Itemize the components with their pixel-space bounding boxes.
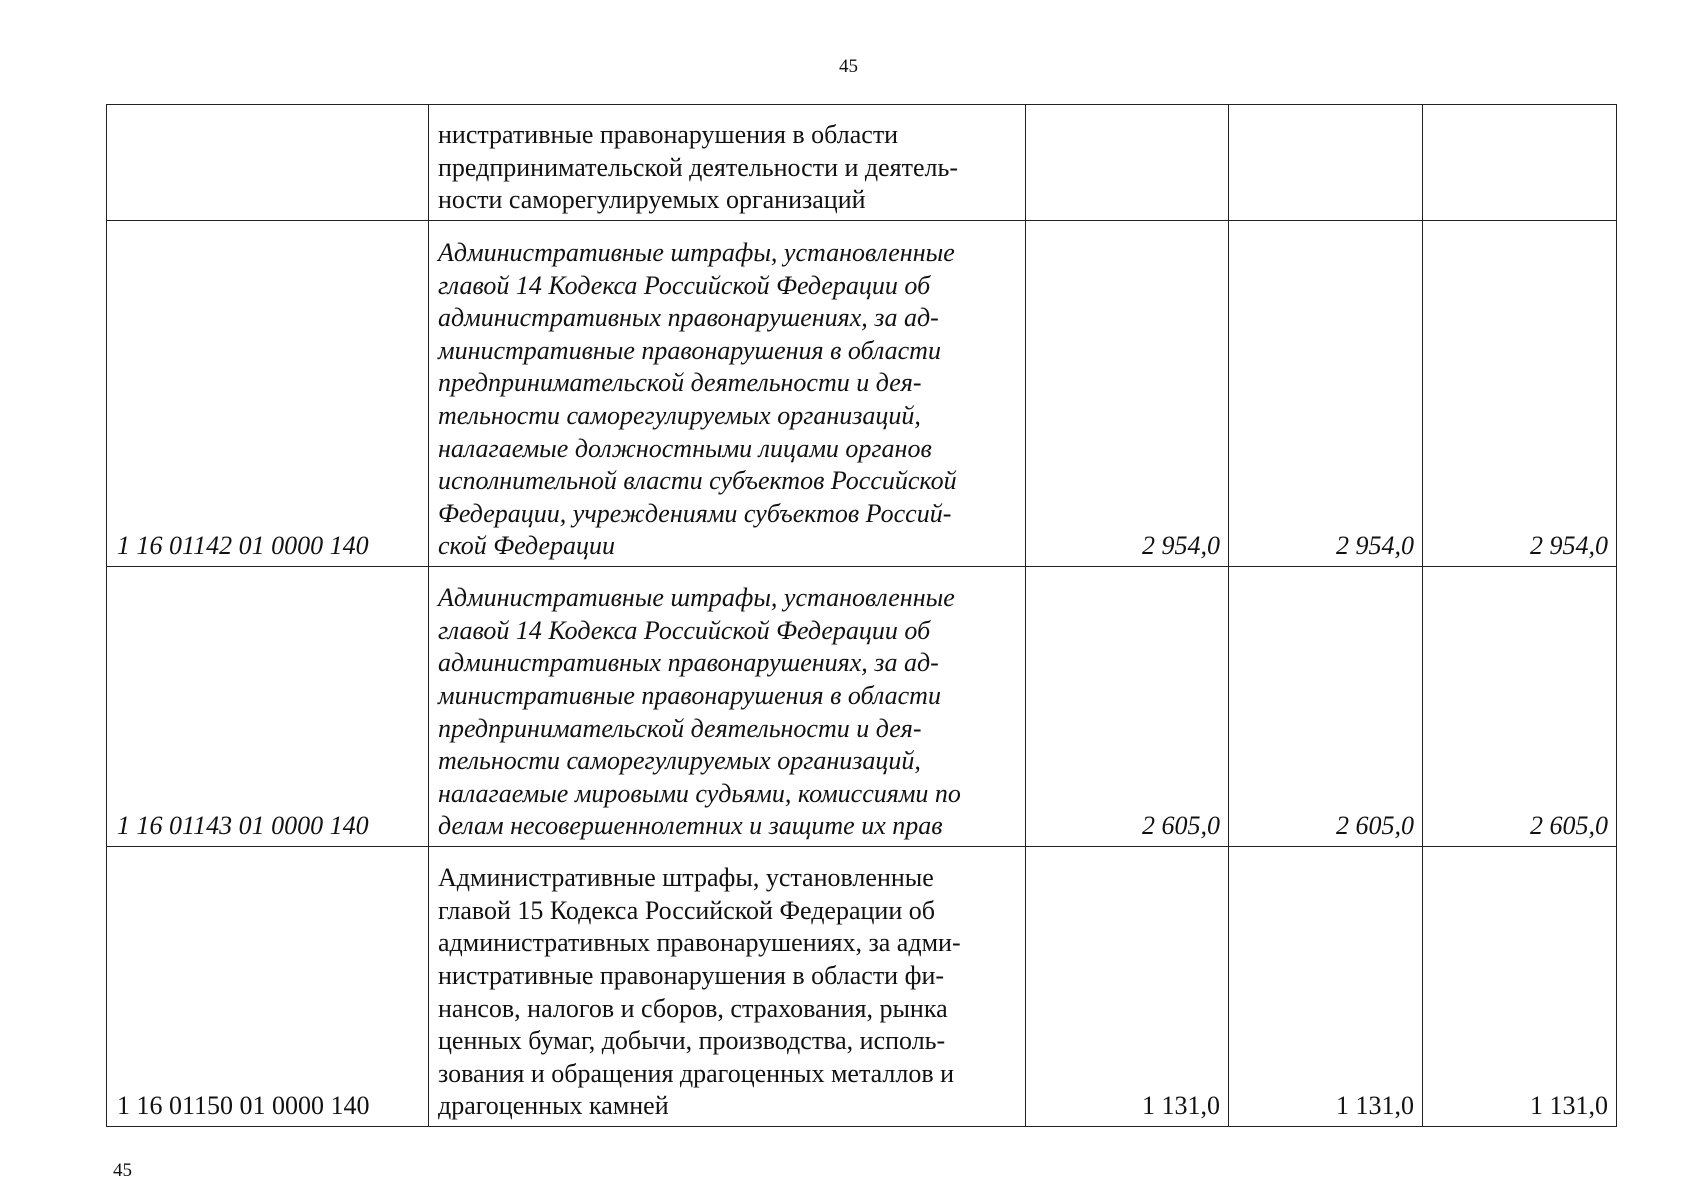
amount-cell-2 — [1229, 105, 1423, 221]
description-line: административных правонарушениях, за адми- — [438, 928, 961, 958]
description-line: налагаемые мировыми судьями, комиссиями по — [438, 778, 961, 808]
description-line: министративные правонарушения в области — [438, 335, 941, 365]
revenue-table-body — [107, 105, 1617, 1127]
table-row — [107, 567, 1617, 847]
amount-cell-3: 2 954,0 — [1423, 221, 1617, 567]
description-line: налагаемые должностными лицами органов — [438, 433, 932, 463]
amount-cell-2: 1 131,0 — [1229, 847, 1423, 1127]
description-line: нистративные правонарушения в области — [438, 120, 899, 150]
description-line: Административные штрафы, установленные — [438, 863, 934, 893]
description-line: главой 15 Кодекса Российской Федерации об — [438, 895, 935, 925]
budget-code-cell: 1 16 01143 01 0000 140 — [107, 567, 429, 847]
page-number-bottom: 45 — [113, 1160, 132, 1181]
description-line: предпринимательской деятельности и дея- — [438, 713, 922, 743]
description-cell — [429, 567, 1026, 847]
description-line: тельности саморегулируемых организаций, — [438, 746, 921, 776]
description-line: Федерации, учреждениями субъектов Россий- — [438, 498, 952, 528]
amount-cell-2: 2 605,0 — [1229, 567, 1423, 847]
description-line: нистративные правонарушения в области фи- — [438, 961, 945, 991]
description-line: министративные правонарушения в области — [438, 681, 941, 711]
description-cell — [429, 105, 1026, 221]
description-line: Административные штрафы, установленные — [438, 238, 955, 268]
revenue-table — [106, 104, 1617, 1127]
amount-cell-1: 1 131,0 — [1026, 847, 1229, 1127]
budget-code-cell: 1 16 01142 01 0000 140 — [107, 221, 429, 567]
table-row — [107, 847, 1617, 1127]
description-line: предпринимательской деятельности и дея- — [438, 368, 922, 398]
budget-code-cell: 1 16 01150 01 0000 140 — [107, 847, 429, 1127]
description-line: зования и обращения драгоценных металлов и — [438, 1058, 955, 1088]
amount-cell-3: 2 605,0 — [1423, 567, 1617, 847]
amount-cell-1: 2 954,0 — [1026, 221, 1229, 567]
amount-cell-3: 1 131,0 — [1423, 847, 1617, 1127]
description-line: нансов, налогов и сборов, страхования, рынка — [438, 993, 948, 1023]
description-line: главой 14 Кодекса Российской Федерации об — [438, 615, 931, 645]
page-number-top: 45 — [839, 56, 858, 77]
table-row — [107, 105, 1617, 221]
description-line: драгоценных камней — [438, 1091, 669, 1121]
description-cell — [429, 847, 1026, 1127]
amount-cell-1 — [1026, 105, 1229, 221]
description-line: исполнительной власти субъектов Российской — [438, 466, 957, 496]
table-row — [107, 221, 1617, 567]
description-line: тельности саморегулируемых организаций, — [438, 401, 921, 431]
description-line: административных правонарушениях, за ад- — [438, 648, 939, 678]
description-line: Административные штрафы, установленные — [438, 583, 955, 613]
amount-cell-2: 2 954,0 — [1229, 221, 1423, 567]
amount-cell-1: 2 605,0 — [1026, 567, 1229, 847]
description-line: делам несовершеннолетних и защите их прав — [438, 811, 943, 841]
amount-cell-3 — [1423, 105, 1617, 221]
budget-code-cell — [107, 105, 429, 221]
description-line: ской Федерации — [438, 531, 616, 561]
description-cell — [429, 221, 1026, 567]
description-line: ности саморегулируемых организаций — [438, 185, 866, 215]
description-line: административных правонарушениях, за ад- — [438, 303, 939, 333]
description-line: главой 14 Кодекса Российской Федерации об — [438, 270, 931, 300]
description-line: ценных бумаг, добычи, производства, исполь- — [438, 1026, 946, 1056]
description-line: предпринимательской деятельности и деятель- — [438, 152, 959, 182]
